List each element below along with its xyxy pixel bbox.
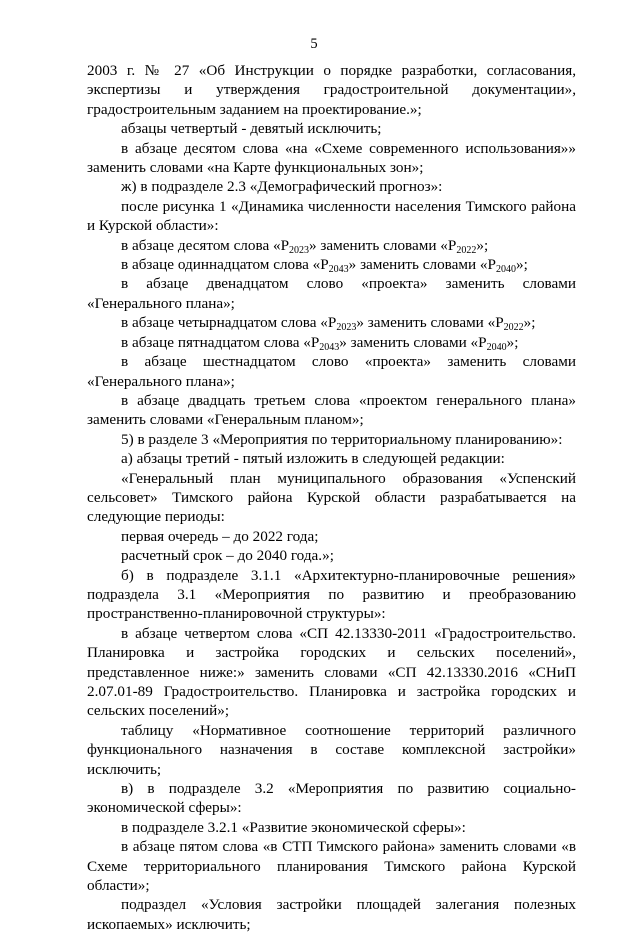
paragraph-17: расчетный срок – до 2040 года.»;	[121, 547, 334, 565]
paragraph-10-text-a: в абзаце пятнадцатом слова «Р	[121, 333, 320, 351]
paragraph-14: а) абзацы третий - пятый изложить в следующей редакции:	[121, 450, 505, 468]
paragraph-6	[87, 236, 576, 255]
paragraph-10	[87, 333, 576, 352]
paragraph-8: в абзаце двенадцатом слово «проекта» заменить словами «Генерального плана»;	[87, 275, 576, 312]
paragraph-13: 5) в разделе 3 «Мероприятия по территориальному планированию»:	[121, 430, 563, 448]
paragraph-10-subscript-1: 2043	[319, 341, 340, 353]
paragraph-6-text-b: » заменить словами «Р	[309, 236, 457, 254]
paragraph-6-text-a: в абзаце десятом слова «Р	[121, 236, 290, 254]
paragraph-6-subscript-1: 2023	[289, 244, 310, 256]
paragraph-21: в) в подразделе 3.2 «Мероприятия по развитию социально-экономической сферы»:	[87, 780, 576, 817]
paragraph-9-subscript-2: 2022	[503, 322, 524, 334]
paragraph-3: в абзаце десятом слова «на «Схеме современного использования»» заменить словами «на Карте функциональных зон»;	[87, 139, 576, 177]
paragraph-6-subscript-2: 2022	[456, 244, 477, 256]
paragraph-6-text-c: »;	[476, 236, 489, 254]
paragraph-23: в абзаце пятом слова «в СТП Тимского района» заменить словами «в Схеме территориального планирования Тимского района Курской области»;	[87, 838, 576, 895]
paragraph-11: в абзаце шестнадцатом слово «проекта» заменить словами «Генерального плана»;	[87, 353, 576, 390]
paragraph-7-subscript-2: 2040	[495, 264, 516, 276]
page-number: 5	[310, 36, 318, 52]
paragraph-9-text-c: »;	[523, 314, 536, 332]
paragraph-7-text-a: в абзаце одиннадцатом слова «Р	[121, 256, 329, 274]
paragraph-7-subscript-1: 2043	[328, 264, 349, 276]
paragraph-7-text-b: » заменить словами «Р	[348, 256, 496, 274]
paragraph-7	[87, 255, 576, 274]
paragraph-10-text-b: » заменить словами «Р	[339, 333, 487, 351]
paragraph-7-text-c: »;	[515, 256, 528, 274]
paragraph-20: таблицу «Нормативное соотношение территорий различного функционального назначения в составе комплексной застройки» исключить;	[87, 721, 576, 778]
paragraph-4: ж) в подразделе 2.3 «Демографический прогноз»:	[121, 178, 443, 196]
paragraph-1-line-3: градостроительным заданием на проектирование.»;	[87, 100, 422, 118]
paragraph-1-line-2: экспертизы и утверждения градостроительной документации»,	[87, 81, 576, 99]
paragraph-12: в абзаце двадцать третьем слова «проектом генерального плана» заменить словами «Генеральным планом»;	[87, 391, 576, 429]
paragraph-1-line-1: 2003 г. № 27 «Об Инструкции о порядке разработки, согласования,	[87, 62, 576, 79]
paragraph-16: первая очередь – до 2022 года;	[121, 527, 319, 545]
paragraph-5: после рисунка 1 «Динамика численности населения Тимского района и Курской области»:	[87, 197, 576, 235]
paragraph-15: «Генеральный план муниципального образования «Успенский сельсовет» Тимского района Курской области разрабатывается на следующие периоды:	[87, 469, 576, 526]
paragraph-9-text-b: » заменить словами «Р	[356, 314, 504, 332]
paragraph-22: в подразделе 3.2.1 «Развитие экономической сферы»:	[121, 818, 466, 836]
paragraph-10-text-c: »;	[506, 333, 519, 351]
paragraph-19: в абзаце четвертом слова «СП 42.13330-2011 «Градостроительство. Планировка и застройка городских и сельских поселений», представленное ниже:» заменить словами «СП 42.13330.2016 «СНиП 2.07.01-89 Градостроительство. Планировка и застройка городских и сельских поселений»;	[87, 624, 576, 720]
paragraph-24: подраздел «Условия застройки площадей залегания полезных ископаемых» исключить;	[87, 896, 576, 933]
paragraph-9	[87, 313, 576, 332]
document-body	[87, 61, 576, 934]
paragraph-9-subscript-1: 2023	[336, 322, 357, 334]
paragraph-18: б) в подразделе 3.1.1 «Архитектурно-планировочные решения» подраздела 3.1 «Мероприятия по развитию и преобразованию пространственно-планировочной структуры»:	[87, 566, 576, 623]
paragraph-1	[87, 61, 576, 119]
paragraph-2: абзацы четвертый - девятый исключить;	[121, 120, 382, 138]
paragraph-10-subscript-2: 2040	[486, 341, 507, 353]
paragraph-9-text-a: в абзаце четырнадцатом слова «Р	[121, 314, 337, 332]
